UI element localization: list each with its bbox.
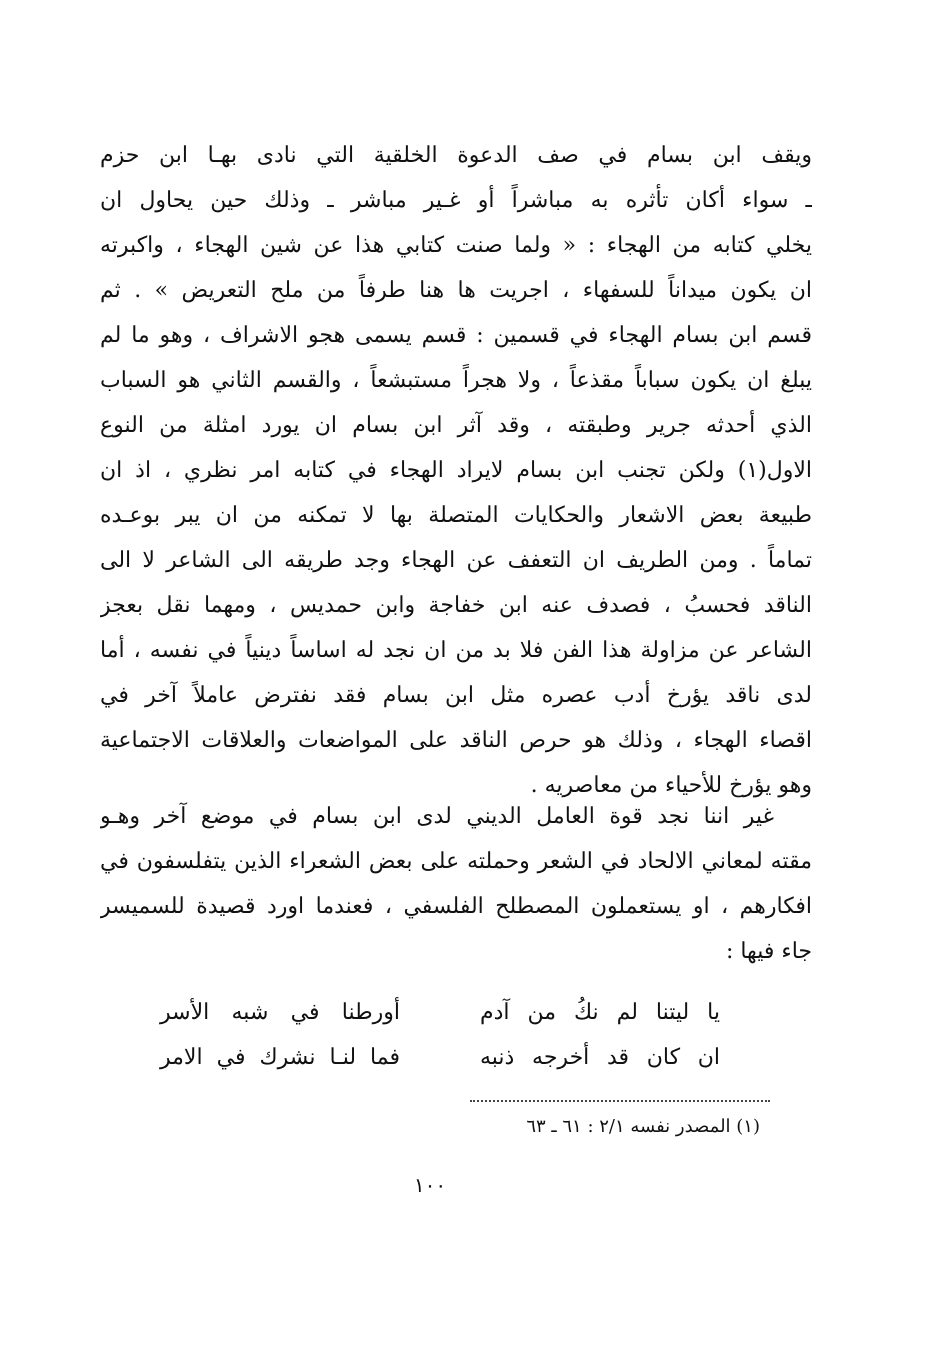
text-line: افكارهم ، او يستعملون المصطلح الفلسفي ، فعندما اورد قصيدة للسميسر	[100, 894, 812, 919]
footnote: (١) المصدر نفسه ٢/١ : ٦١ ـ ٦٣	[526, 1116, 760, 1137]
verse-line	[160, 1035, 720, 1080]
main-paragraph	[100, 133, 812, 808]
verse-line	[160, 990, 720, 1035]
text-line: ـ سواء أكان تأثره به مباشراً أو غـير مباشر ـ وذلك حين يحاول ان	[100, 188, 812, 213]
text-line: وهو يؤرخ للأحياء من معاصريه .	[530, 773, 812, 798]
footnote-divider	[470, 1100, 770, 1102]
verse-first-hemistich: ان كان قد أخرجه ذنبه	[480, 1045, 720, 1070]
text-line: اقصاء الهجاء ، وذلك هو حرص الناقد على المواضعات والعلاقات الاجتماعية	[100, 728, 812, 753]
verse-first-hemistich: يا ليتنا لم نكُ من آدم	[480, 1000, 720, 1025]
page-number: ١٠٠	[413, 1173, 447, 1197]
verse-second-hemistich: أورطنا في شبه الأسر	[160, 1000, 400, 1025]
text-line: جاء فيها :	[725, 939, 812, 964]
text-line: طبيعة بعض الاشعار والحكايات المتصلة بها لا تمكنه من ان يبر بوعـده	[100, 503, 812, 528]
text-line: يخلي كتابه من الهجاء : « ولما صنت كتابي هذا عن شين الهجاء ، واكبرته	[100, 233, 812, 258]
verse-second-hemistich: فما لنـا نشرك في الامر	[160, 1045, 400, 1070]
text-line: ويقف ابن بسام في صف الدعوة الخلقية التي نادى بهـا ابن حزم	[100, 143, 812, 168]
text-line: غير اننا نجد قوة العامل الديني لدى ابن بسام في موضع آخر وهـو	[100, 804, 774, 829]
text-line: قسم ابن بسام الهجاء في قسمين : قسم يسمى هجو الاشراف ، وهو ما لم	[100, 323, 812, 348]
text-line: تماماً . ومن الطريف ان التعفف عن الهجاء وجد طريقه الى الشاعر لا الى	[100, 548, 812, 573]
second-paragraph	[100, 794, 812, 974]
text-line: الناقد فحسبُ ، فصدف عنه ابن خفاجة وابن حمديس ، ومهما نقل بعجز	[100, 593, 812, 618]
text-line: الذي أحدثه جرير وطبقته ، وقد آثر ابن بسام ان يورد امثلة من النوع	[100, 413, 812, 438]
poem-verses	[160, 990, 720, 1080]
text-line: يبلغ ان يكون سباباً مقذعاً ، ولا هجراً مستبشعاً ، والقسم الثاني هو السباب	[100, 368, 812, 393]
text-line: الشاعر عن مزاولة هذا الفن فلا بد من ان نجد له اساساً دينياً في نفسه ، أما	[100, 638, 812, 663]
text-line: مقته لمعاني الالحاد في الشعر وحملته على بعض الشعراء الذين يتفلسفون في	[100, 849, 812, 874]
text-line: لدى ناقد يؤرخ أدب عصره مثل ابن بسام فقد نفترض عاملاً آخر في	[100, 683, 812, 708]
text-line: ان يكون ميداناً للسفهاء ، اجريت ها هنا طرفاً من ملح التعريض » . ثم	[100, 278, 812, 303]
text-line: الاول(١) ولكن تجنب ابن بسام لايراد الهجاء في كتابه امر نظري ، اذ ان	[100, 458, 812, 483]
